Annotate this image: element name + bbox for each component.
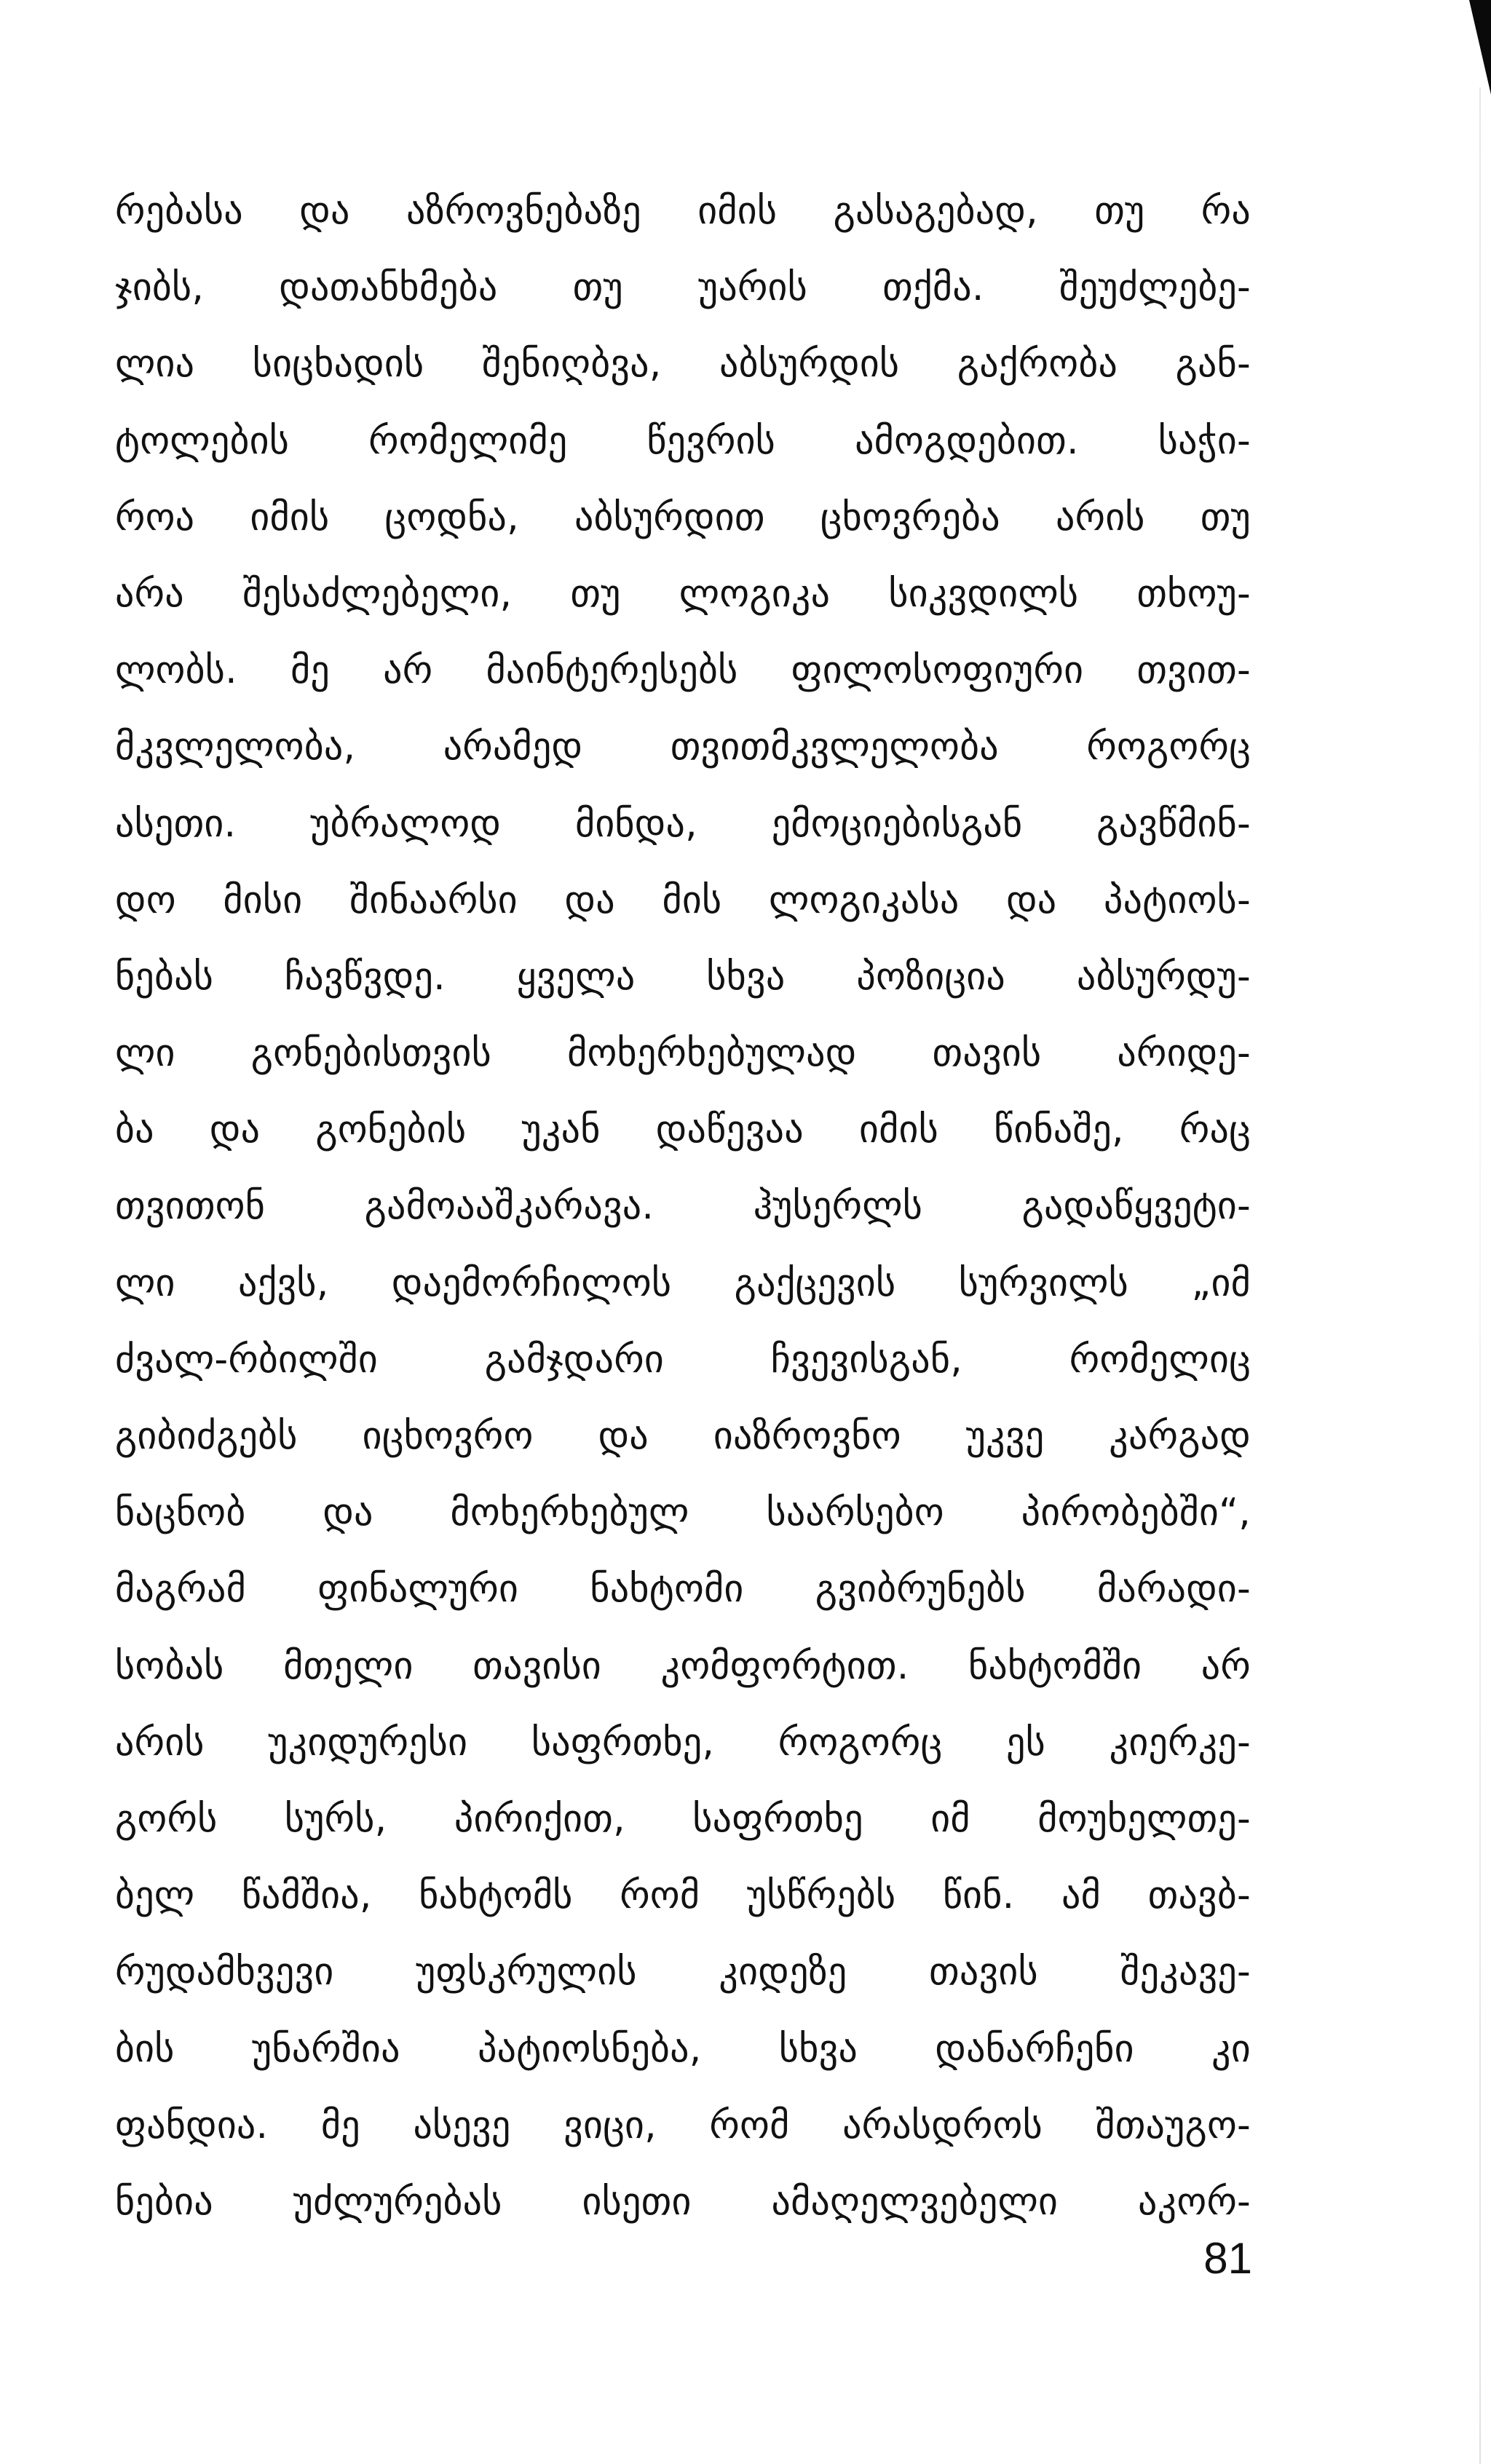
text-line: მაგრამ ფინალური ნახტომი გვიბრუნებს მარადი-: [115, 1567, 1251, 1612]
text-line: არის უკიდურესი საფრთხე, როგორც ეს კიერკე-: [115, 1720, 1251, 1764]
text-line: ლობს. მე არ მაინტერესებს ფილოსოფიური თვით-: [115, 649, 1251, 693]
text-line: როა იმის ცოდნა, აბსურდით ცხოვრება არის თუ: [115, 495, 1251, 539]
text-line: ფანდია. მე ასევე ვიცი, რომ არასდროს შთაუგო-: [115, 2103, 1251, 2147]
scan-corner-shadow: [1469, 0, 1491, 95]
text-line: სობას მთელი თავისი კომფორტით. ნახტომში არ: [115, 1644, 1251, 1688]
text-line: რუდამხვევი უფსკრულის კიდეზე თავის შეკავე-: [115, 1950, 1251, 1994]
text-line: ბელ წამშია, ნახტომს რომ უსწრებს წინ. ამ თავბ-: [115, 1874, 1251, 1918]
text-line: დო მისი შინაარსი და მის ლოგიკასა და პატიოს-: [115, 878, 1251, 922]
body-text: [115, 173, 1251, 2241]
text-line: ლი აქვს, დაემორჩილოს გაქცევის სურვილს „იმ: [115, 1261, 1251, 1305]
page-number: 81: [1203, 2234, 1252, 2283]
text-line: ბის უნარშია პატიოსნება, სხვა დანარჩენი კი: [115, 2027, 1251, 2071]
text-line: ლია სიცხადის შენიღბვა, აბსურდის გაქრობა გან-: [115, 342, 1251, 387]
text-line: ძვალ-რბილში გამჯდარი ჩვევისგან, რომელიც: [115, 1337, 1251, 1382]
text-line: გიბიძგებს იცხოვრო და იაზროვნო უკვე კარგად: [115, 1414, 1251, 1458]
text-line: გორს სურს, პირიქით, საფრთხე იმ მოუხელთე-: [115, 1796, 1251, 1841]
text-line: ნებას ჩავწვდე. ყველა სხვა პოზიცია აბსურდუ-: [115, 954, 1251, 999]
text-line: ნაცნობ და მოხერხებულ საარსებო პირობებში“,: [115, 1491, 1251, 1535]
text-line: ნებია უძლურებას ისეთი ამაღელვებელი აკორ-: [115, 2179, 1251, 2224]
text-line: ჯიბს, დათანხმება თუ უარის თქმა. შეუძლებე-: [115, 266, 1251, 310]
text-line: ლი გონებისთვის მოხერხებულად თავის არიდე-: [115, 1031, 1251, 1076]
text-line: ტოლების რომელიმე წევრის ამოგდებით. საჭი-: [115, 419, 1251, 463]
text-line: ბა და გონების უკან დაწევაა იმის წინაშე, რაც: [115, 1108, 1251, 1152]
text-line: მკვლელობა, არამედ თვითმკვლელობა როგორც: [115, 725, 1251, 769]
page-edge: [1479, 87, 1481, 2464]
text-line: არა შესაძლებელი, თუ ლოგიკა სიკვდილს თხოუ-: [115, 571, 1251, 616]
text-line: რებასა და აზროვნებაზე იმის გასაგებად, თუ რა: [115, 189, 1251, 233]
text-line: თვითონ გამოააშკარავა. ჰუსერლს გადაწყვეტი-: [115, 1184, 1251, 1229]
text-line: ასეთი. უბრალოდ მინდა, ემოციებისგან გავწმინ-: [115, 801, 1251, 846]
